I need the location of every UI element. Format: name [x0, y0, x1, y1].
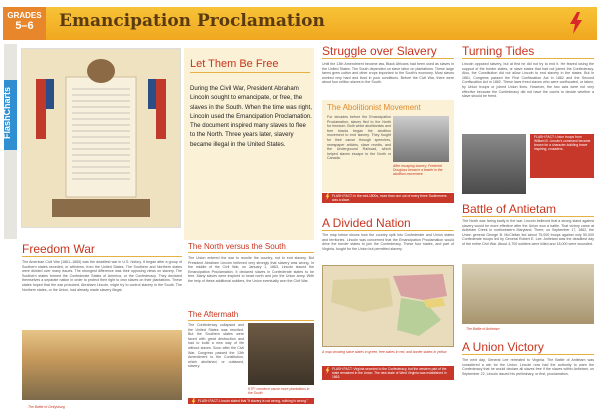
struggle-heading: Struggle over Slavery [322, 44, 437, 58]
divider [322, 230, 454, 231]
grades-value: 5–6 [15, 20, 34, 32]
map-caption: A map showing slave states in green, free states in red, and border states in yellow [322, 350, 447, 354]
union-troops-photo [462, 134, 526, 194]
divided-nation-body: The map below shows how the country split into Confederate and Union states and territories. Lincoln was concerned that the Emancipation Proclamation would drive the border states to join the Confederacy. These four states, and part of Virginia, fought for the Union but permitted slavery. [322, 233, 454, 251]
aftermath-heading: The Aftermath [188, 310, 239, 319]
logo-text: FlashCharts [2, 87, 12, 140]
civil-war-map [322, 265, 454, 347]
proclamation-document-image [21, 48, 181, 228]
divider [190, 72, 310, 73]
divider [188, 320, 314, 321]
page-title: Emancipation Proclamation [59, 11, 325, 31]
gettysburg-painting [22, 330, 182, 400]
divided-nation-heading: A Divided Nation [322, 216, 411, 230]
ktp-caption: KTP: convince cause more plantations in the South [248, 387, 310, 395]
north-south-body: The Union entered the war to reunite the country, not to end slavery. But President Abraham Lincoln believed very strongly that slavery was wrong. In the middle of the Civil War, on January 1, 1863, Lincoln issued the Emancipation Proclamation. It declared slaves in Confederate states to be free. Many slaves were inspired to head north and join the Union army. With the help of these additional soldiers, the Union eventually won the Civil War. [188, 256, 314, 283]
frederick-douglass-photo [393, 116, 449, 162]
abolitionist-heading: The Abolitionist Movement [327, 103, 421, 112]
divided-nation-flash-fact: FLASH FACT: Virginia seceded to the Confederacy, but the western part of the state remained in the Union. The new state of West Virginia was established in 1863. [322, 366, 454, 380]
lightning-bolt-icon [190, 398, 197, 405]
turning-tides-heading: Turning Tides [462, 44, 535, 58]
divider [462, 354, 594, 355]
freedom-war-body: The American Civil War (1861–1865) was the deadliest war in U.S. history. It began after a group of Southern states seceded, or withdrew, from the United States. The Southern and Northern states were divided over many issues. The strongest difference was their opposing views on slavery. The Southern states formed the Confederate States of America, or the Confederacy. They declared themselves a separate nation in order to protect their right to own slaves on their plantations. These states hoped that the war provoked, Abraham Lincoln, might try to control slavery in the South. The Northern states, or the Union, had already made slavery illegal. [22, 260, 182, 292]
ktp-image [248, 323, 314, 385]
union-victory-heading: A Union Victory [462, 340, 544, 354]
intro-body: During the Civil War, President Abraham Lincoln sought to emancipate, or free, the slaves in the South. When the time was right, Lincoln used the Emancipation Proclamation. The document inspired many slaves to flee to the North. Three years later, slavery became illegal in the United States. [190, 85, 312, 148]
map-illustration [323, 266, 453, 346]
divider [462, 58, 594, 59]
douglass-caption: After escaping slavery, Frederick Douglass became a leader in the abolition movement. [393, 164, 443, 176]
antietam-caption: The Battle of Antietam [466, 327, 500, 331]
lightning-bolt-icon [324, 193, 331, 200]
abolitionist-body: For decades before the Emancipation Proclamation, slaves fled to the North for freedom. Both white abolitionists and free blacks began the abolition movement to end slavery. They fought for their cause through speeches, newspaper articles, slave revolts, and the Underground Railroad, which helped slaves escape to the North or Canada. [327, 115, 391, 161]
lightning-bolt-icon [569, 12, 583, 34]
lightning-bolt-icon [324, 367, 331, 374]
struggle-flash-fact: FLASH FACT: In the mid-1800s, more than one out of every three Southerners was a slave. [322, 193, 454, 203]
grades-badge [3, 7, 46, 40]
turning-tides-flash-fact: FLASH FACT: Union troops from William B. Lincoln's command became known for a character-building brave inspiring, crusaders. [530, 134, 594, 178]
antietam-heading: Battle of Antietam [462, 202, 557, 216]
divider [22, 256, 182, 257]
aftermath-body: The Confederacy collapsed and the United States was reunited. But the Southern states were faced with great destruction and had to build a new way of life without slaves. Soon after the Civil War, Congress passed the 13th Amendment to the Constitution, which abolished, or outlawed, slavery. [188, 323, 244, 369]
north-south-heading: The North versus the South [188, 242, 286, 251]
gettysburg-caption: The Battle of Gettysburg [28, 405, 65, 409]
struggle-body: Until the 13th Amendment became law, Black Africans had been used as slaves in the United States. The South depended on slave labor on plantations. These large farms grew cotton and other crops important to the South's economy. Most slaves worked very hard and lived in poor conditions. Before the Civil War, there were about four million slaves in the South. [322, 62, 454, 85]
document-illustration [22, 49, 180, 227]
turning-tides-body: Lincoln opposed slavery, but at first he did not try to end it. He feared losing the support of the border states, or slave states that had not joined the Confederacy. Also, the Constitution did not allow Lincoln to end slavery in the states. But in 1861, Congress passed the First Confiscation Act in 1862 and the Second Confiscation Act in 1862. These laws freed slaves who were confiscated, or taken, by Union troops or joined Union lines. However, the two acts were not very effective because the Confederacy did not have the courts to decide whether a slave should be freed. [462, 62, 594, 99]
antietam-painting [462, 264, 594, 324]
divider [188, 252, 314, 253]
divider [462, 216, 594, 217]
divider [322, 58, 454, 59]
aftermath-flash-fact: FLASH FACT: Lincoln stated that "if slavery is not wrong, nothing is wrong." [188, 398, 314, 404]
union-victory-body: The next day, General Lee retreated to Virginia. The Battle of Antietam was considered a win for the Union. Lincoln now had the authority to warn the Confederacy that he would declare all slaves free if the slaves within Antietam, on September 22, Lincoln issued his preliminary, or first, proclamation. [462, 358, 594, 376]
grades-label: GRADES [7, 11, 42, 20]
intro-heading: Let Them Be Free [190, 58, 279, 70]
antietam-body: The North was faring badly in the war. Lincoln believed that a strong stand against slavery would be more effective after the Union won a battle. That victory came at Antietam Creek in northwestern Maryland. There, on September 17, 1862, the Union general George B. McClellan led about 75,000 troops against only 50,000 Confederate troops led by General Robert E. Lee. Antietam was the deadliest day of the entire Civil War. About 4,700 soldiers were killed and 18,000 were wounded. [462, 219, 594, 246]
freedom-war-heading: Freedom War [22, 242, 95, 256]
